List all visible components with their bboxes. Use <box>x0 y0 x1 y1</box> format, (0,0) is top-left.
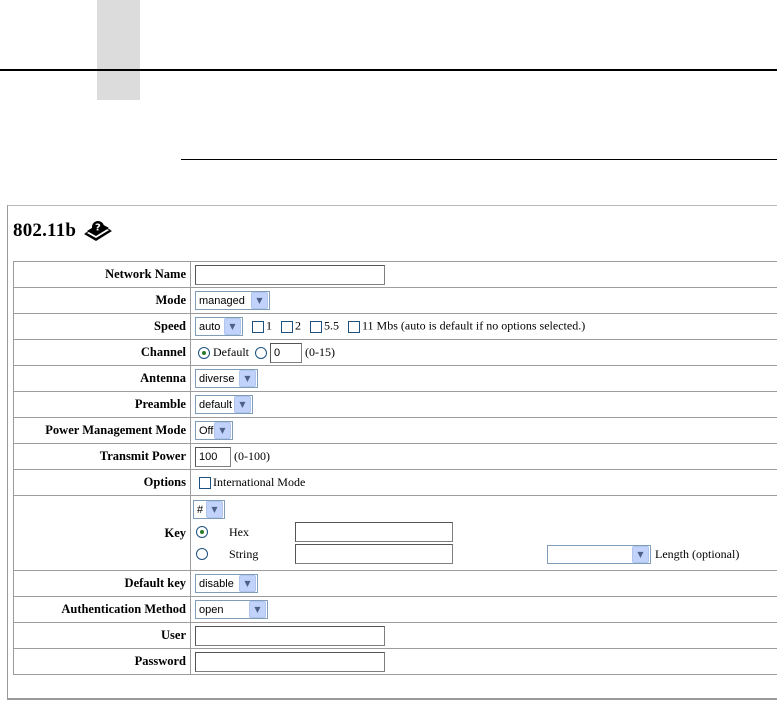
transmit-power-range: (0-100) <box>234 448 270 463</box>
default-key-label: Default key <box>14 571 191 597</box>
speed-note: (auto is default if no options selected.) <box>400 318 586 333</box>
header-rule <box>0 69 777 71</box>
wireless-settings-panel <box>7 205 777 700</box>
row-transmit-power <box>14 444 777 470</box>
international-mode-label: International Mode <box>213 475 306 489</box>
row-speed <box>14 314 777 340</box>
user-input[interactable] <box>195 626 385 646</box>
panel-title <box>13 219 114 243</box>
row-preamble <box>14 392 777 418</box>
chevron-down-icon: ▼ <box>239 370 256 387</box>
key-index-value: # <box>197 503 204 516</box>
speed-11-checkbox[interactable] <box>348 321 360 333</box>
speed-5-5-checkbox[interactable] <box>310 321 322 333</box>
auth-method-select[interactable] <box>195 600 268 619</box>
row-channel <box>14 340 777 366</box>
speed-2-label: 2 <box>295 318 301 333</box>
key-length-label: Length (optional) <box>655 546 740 561</box>
speed-select[interactable] <box>195 317 243 336</box>
power-mgmt-select-value: Off <box>199 424 214 437</box>
channel-input[interactable]: 0 <box>270 343 302 363</box>
transmit-power-input[interactable]: 100 <box>195 447 231 467</box>
chevron-down-icon: ▼ <box>234 396 251 413</box>
speed-select-value: auto <box>199 320 221 333</box>
chevron-down-icon: ▼ <box>249 601 266 618</box>
antenna-select-value: diverse <box>199 372 235 385</box>
key-string-input[interactable] <box>295 544 453 564</box>
speed-11-label: 11 Mbs <box>362 318 398 333</box>
auth-method-label: Authentication Method <box>14 597 191 623</box>
row-auth-method <box>14 597 777 623</box>
row-options <box>14 470 777 496</box>
mode-label: Mode <box>14 288 191 314</box>
row-network-name <box>14 262 777 288</box>
chevron-down-icon: ▼ <box>239 575 256 592</box>
row-default-key <box>14 571 777 597</box>
key-label: Key <box>14 496 191 571</box>
antenna-select[interactable] <box>195 369 258 388</box>
row-user <box>14 623 777 649</box>
key-hex-input[interactable] <box>295 522 453 542</box>
password-input[interactable] <box>195 652 385 672</box>
auth-method-select-value: open <box>199 603 224 616</box>
panel-title-text: 802.11b <box>13 220 77 241</box>
chevron-down-icon: ▼ <box>214 422 231 439</box>
power-mgmt-label: Power Management Mode <box>14 418 191 444</box>
speed-1-checkbox[interactable] <box>252 321 264 333</box>
svg-text:?: ? <box>95 222 102 234</box>
user-label: User <box>14 623 191 649</box>
key-length-select[interactable] <box>547 545 651 564</box>
channel-default-radio[interactable] <box>198 347 210 359</box>
chevron-down-icon: ▼ <box>632 546 649 563</box>
settings-table <box>13 261 777 675</box>
mode-select-value: managed <box>199 294 245 307</box>
transmit-power-label: Transmit Power <box>14 444 191 470</box>
preamble-select-value: default <box>199 398 233 411</box>
speed-2-checkbox[interactable] <box>281 321 293 333</box>
chevron-down-icon: ▼ <box>224 318 241 335</box>
antenna-label: Antenna <box>14 366 191 392</box>
international-mode-checkbox[interactable] <box>199 477 211 489</box>
key-hex-label: Hex <box>229 524 249 539</box>
chevron-down-icon: ▼ <box>206 501 223 518</box>
row-password <box>14 649 777 675</box>
channel-range: (0-15) <box>304 344 335 359</box>
speed-1-label: 1 <box>266 318 272 333</box>
key-string-label: String <box>229 546 259 561</box>
row-key <box>14 496 777 571</box>
options-label: Options <box>14 470 191 496</box>
channel-default-label: Default <box>213 344 249 359</box>
preamble-label: Preamble <box>14 392 191 418</box>
mode-select[interactable] <box>195 291 270 310</box>
key-hex-radio[interactable] <box>196 526 208 538</box>
preamble-select[interactable] <box>195 395 253 414</box>
help-book-icon[interactable] <box>82 219 114 243</box>
section-rule <box>181 159 777 160</box>
default-key-select-value: disable <box>199 577 234 590</box>
row-power-mgmt <box>14 418 777 444</box>
power-mgmt-select[interactable] <box>195 421 233 440</box>
speed-5-5-label: 5.5 <box>324 318 339 333</box>
row-antenna <box>14 366 777 392</box>
network-name-input[interactable] <box>195 265 385 285</box>
channel-custom-radio[interactable] <box>255 347 267 359</box>
default-key-select[interactable] <box>195 574 258 593</box>
key-index-select[interactable] <box>193 500 225 519</box>
speed-label: Speed <box>14 314 191 340</box>
network-name-label: Network Name <box>14 262 191 288</box>
chevron-down-icon: ▼ <box>251 292 268 309</box>
page-tab-marker <box>97 0 140 100</box>
channel-label: Channel <box>14 340 191 366</box>
row-mode <box>14 288 777 314</box>
key-string-radio[interactable] <box>196 548 208 560</box>
password-label: Password <box>14 649 191 675</box>
